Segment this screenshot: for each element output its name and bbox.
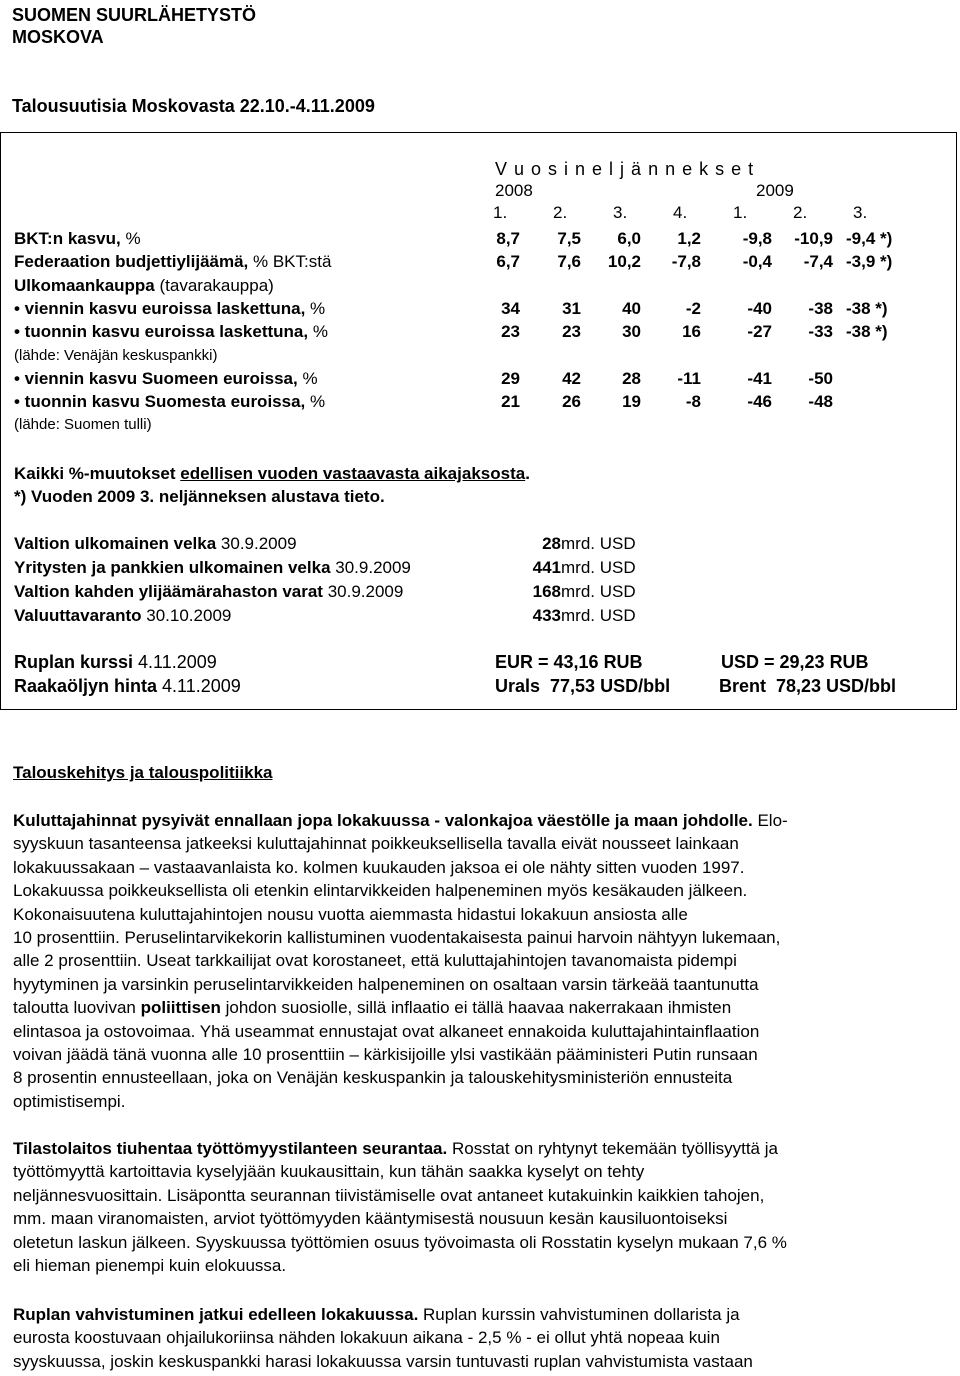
row-label-bold: BKT:n kasvu, (14, 229, 121, 248)
row-label-normal: % BKT:stä (248, 252, 332, 272)
row-value: -7,4 (803, 252, 833, 272)
debt-value-number: 28 (542, 534, 561, 553)
debt-date: 30.9.2009 (330, 558, 411, 577)
debt-label: Valuuttavaranto (14, 606, 142, 625)
rate-value-2: Brent 78,23 USD/bbl (719, 676, 897, 696)
row-label-normal: % (308, 322, 328, 342)
debt-value-unit: mrd. USD (561, 558, 636, 577)
paragraph-line (13, 809, 948, 832)
debt-row (14, 581, 403, 603)
debt-label: Valtion ulkomainen velka (14, 534, 217, 553)
row-value: -7,8 (671, 252, 701, 272)
quarters-title: V u o s i n e l j ä n n e k s e t (495, 159, 755, 179)
row-label-bold: • viennin kasvu euroissa laskettuna, (14, 298, 306, 318)
table-row (14, 368, 318, 390)
table-row (14, 298, 325, 320)
row-label-bold: • tuonnin kasvu Suomesta euroissa, (14, 392, 306, 412)
table-row (14, 228, 141, 250)
paragraph-line (13, 996, 948, 1019)
table-row (14, 251, 331, 273)
debt-date: 30.10.2009 (141, 606, 232, 625)
debt-value-number: 433 (532, 606, 561, 625)
debt-row (14, 557, 411, 579)
quarter-label: 2. (793, 203, 808, 222)
note-preliminary: *) Vuoden 2009 3. neljänneksen alustava tieto. (14, 487, 385, 506)
note-changes-c: . (525, 464, 530, 483)
row-value: 8,7 (496, 229, 520, 248)
paragraph-text: Ruplan kurssin vahvistuminen dollarista ja (418, 1305, 740, 1324)
quarter-label: 1. (733, 203, 748, 222)
row-label-normal: (lähde: Suomen tulli) (14, 416, 152, 434)
paragraph-line (13, 949, 948, 972)
rate-value-2: USD = 29,23 RUB (721, 652, 869, 672)
paragraph-line (13, 1137, 948, 1160)
row-value: -38 *) (846, 298, 888, 318)
quarter-label: 1. (493, 203, 508, 222)
row-value: -10,9 (794, 229, 833, 248)
row-value: -33 (808, 322, 833, 342)
paragraph-text: mm. maan viranomaisten, arviot työttömyyden kääntymisestä nousuun kesän kausiluontoiseksi (13, 1209, 728, 1229)
row-value: 10,2 (607, 252, 641, 272)
paragraph-text: syyskuun tasanteensa jatkeeksi kuluttajahinnat poikkeuksellisella tavalla eivät nousseet lainkaan (13, 834, 739, 854)
paragraph-text: syyskuussa, joskin keskuspankki harasi lokakuussa varsin tuntuvasti ruplan vahvistumista vastaan (13, 1351, 753, 1371)
header-line1: SUOMEN SUURLÄHETYSTÖ (12, 5, 257, 25)
debt-date: 30.9.2009 (216, 534, 297, 553)
paragraph-line (13, 1066, 948, 1089)
rate-value-1: EUR = 43,16 RUB (495, 652, 643, 672)
note-changes-a: Kaikki %-muutokset (14, 464, 181, 483)
row-value: 16 (682, 322, 701, 342)
paragraph-line (13, 879, 948, 902)
table-row (14, 321, 328, 343)
row-label-bold: Ulkomaankauppa (14, 275, 155, 295)
paragraph-text: Kokonaisuutena kuluttajahintojen nousu vuotta aiemmasta hidastui lokakuun ansiosta alle (13, 904, 688, 924)
paragraph-line (13, 1184, 948, 1207)
paragraph-line (13, 1254, 948, 1277)
paragraph-text: lokakuussakaan – vastaavanlaista ko. kolmen kuukauden jaksoa ei ole nähty sitten vuoden 1997. (13, 857, 745, 877)
paragraph-text: optimistisempi. (13, 1091, 126, 1111)
debt-value-unit: mrd. USD (561, 606, 636, 625)
paragraph-3 (13, 1303, 948, 1373)
paragraph-line (13, 903, 948, 926)
row-label-normal: % (305, 392, 326, 412)
quarter-label: 4. (673, 203, 688, 222)
row-value: -9,4 *) (846, 229, 893, 248)
rate-label: Ruplan kurssi (14, 652, 134, 672)
paragraph-2 (13, 1137, 948, 1277)
debt-date: 30.9.2009 (322, 582, 404, 601)
row-value: 34 (501, 298, 520, 318)
paragraph-1 (13, 809, 948, 1113)
row-label-normal: (lähde: Venäjän keskuspankki) (14, 346, 218, 364)
row-value: 6,7 (496, 252, 520, 272)
row-value: 19 (622, 392, 641, 412)
paragraph-line (13, 1160, 948, 1183)
row-value: 28 (622, 368, 641, 388)
paragraph-line (13, 1043, 948, 1066)
row-value: -41 (747, 368, 772, 388)
debt-label: Valtion kahden ylijäämärahaston varat (14, 582, 323, 601)
row-value: -46 (747, 392, 772, 412)
row-value: 23 (562, 322, 581, 342)
quarter-label: 3. (853, 203, 868, 222)
paragraph-lead: Ruplan vahvistuminen jatkui edelleen lokakuussa. (13, 1305, 419, 1324)
table-row (14, 391, 325, 413)
row-value: -38 (808, 298, 833, 318)
row-value: 21 (501, 392, 520, 412)
row-value: -2 (685, 298, 701, 318)
paragraph-text: 10 prosenttiin. Peruselintarvikekorin kallistuminen vuodentakaisesta painui harvoin nähtyyn lukemaan, (13, 928, 781, 948)
paragraph-line (13, 1020, 948, 1043)
row-label-bold: Federaation budjettiylijäämä, (14, 252, 249, 272)
row-label-normal: % (297, 368, 318, 388)
paragraph-line (13, 1231, 948, 1254)
paragraph-line (13, 1350, 948, 1373)
paragraph-line (13, 926, 948, 949)
paragraph-line (13, 832, 948, 855)
debt-row (14, 605, 231, 627)
row-value: 30 (622, 322, 641, 342)
debt-value (471, 533, 561, 555)
row-value: 31 (562, 298, 581, 318)
debt-value-unit: mrd. USD (561, 534, 636, 553)
table-row (14, 345, 217, 367)
paragraph-text: elintasoa ja ostovoimaa. Yhä useammat ennustajat ovat alkaneet ennakoida kuluttajahintainflaation (13, 1021, 760, 1041)
quarter-label: 2. (553, 203, 568, 222)
paragraph-lead: Tilastolaitos tiuhentaa työttömyystilanteen seurantaa. (13, 1139, 448, 1158)
embassy-name (12, 4, 256, 48)
row-label-normal: (tavarakauppa) (154, 275, 274, 295)
rate-row (14, 651, 217, 673)
debt-value-number: 441 (532, 558, 561, 577)
year-2009: 2009 (756, 181, 794, 200)
paragraph-text: työttömyyttä kartoittavia kyselyjään kuukausittain, kun tähän saakka kyselyt on tehty (13, 1162, 645, 1182)
paragraph-text: taloutta luovivan (13, 998, 141, 1018)
paragraph-text: alle 2 prosenttiin. Useat tarkkailijat ovat korostaneet, että kuluttajahintojen tavanomaista pidempi (13, 951, 737, 971)
rate-date: 4.11.2009 (133, 652, 217, 672)
paragraph-text: Rosstat on ryhtynyt tekemään työllisyyttä ja (447, 1139, 778, 1158)
row-value: 1,2 (677, 229, 701, 248)
rate-value-1: Urals 77,53 USD/bbl (495, 676, 671, 696)
header-line2: MOSKOVA (12, 27, 104, 47)
quarter-label: 3. (613, 203, 628, 222)
paragraph-text: johdon suosiolle, sillä inflaatio ei tällä haavaa nakerrakaan ihmisten (220, 998, 732, 1018)
row-value: -38 *) (846, 322, 888, 342)
paragraph-text: eurosta koostuvaan ohjailukoriinsa nähden lokakuun aikana - 2,5 % - ei ollut yhtä nopeaa kuin (13, 1328, 720, 1348)
debt-value-number: 168 (532, 582, 561, 601)
row-value: 29 (501, 368, 520, 388)
year-2008: 2008 (495, 181, 533, 200)
paragraph-line (13, 1207, 948, 1230)
page-title: Talousuutisia Moskovasta 22.10.-4.11.2009 (12, 96, 375, 116)
row-value: -9,8 (742, 229, 772, 248)
row-value: -0,4 (742, 252, 772, 272)
paragraph-line (13, 1090, 948, 1113)
paragraph-line (13, 1303, 948, 1326)
row-value: 7,5 (557, 229, 581, 248)
row-value: 40 (622, 298, 641, 318)
paragraph-text: oletetun laskun jälkeen. Syyskuussa työttömien osuus työvoimasta oli Rosstatin kyselyn mukaan 7,6 % (13, 1232, 787, 1252)
row-label-normal: % (305, 298, 326, 318)
debt-value (471, 605, 561, 627)
debt-value (471, 557, 561, 579)
row-value: -11 (677, 368, 701, 388)
row-value: -48 (808, 392, 833, 412)
row-value: 26 (562, 392, 581, 412)
row-value: -3,9 *) (846, 252, 893, 272)
paragraph-text: voivan jäädä tänä vuonna alle 10 prosenttiin – kärkisijoille ylsi vastikään pääministeri Putin runsaan (13, 1045, 758, 1065)
paragraph-text: Lokakuussa poikkeuksellista oli etenkin elintarvikkeiden halpeneminen myös kesäkauden jälkeen. (13, 881, 748, 901)
note-changes (14, 464, 530, 484)
debt-label: Yritysten ja pankkien ulkomainen velka (14, 558, 331, 577)
row-label-bold: • viennin kasvu Suomeen euroissa, (14, 368, 298, 388)
summary-box (0, 132, 957, 710)
paragraph-text: 8 prosentin ennusteellaan, joka on Venäjän keskuspankin ja talouskehitysministeriön ennusteita (13, 1068, 733, 1088)
row-value: 7,6 (557, 252, 581, 272)
paragraph-line (13, 973, 948, 996)
rate-label: Raakaöljyn hinta (14, 676, 158, 696)
row-label-normal: % (120, 229, 141, 248)
debt-row (14, 533, 297, 555)
paragraph-line (13, 1326, 948, 1349)
table-row (14, 414, 152, 436)
row-value: 23 (501, 322, 520, 342)
debt-value (471, 581, 561, 603)
row-value: -27 (747, 322, 772, 342)
row-value: -50 (808, 368, 833, 388)
debt-value-unit: mrd. USD (561, 582, 636, 601)
paragraph-bold-word: poliittisen (140, 998, 221, 1018)
paragraph-text: Elo- (752, 811, 788, 830)
section-title: Talouskehitys ja talouspolitiikka (13, 763, 273, 782)
rate-row (14, 675, 241, 697)
paragraph-text: neljännesvuosittain. Lisäpontta seurannan tiivistämiselle ovat antaneet kutakuinkin kaikkien tahojen, (13, 1185, 765, 1205)
note-changes-b: edellisen vuoden vastaavasta aikajaksosta (180, 464, 526, 483)
row-label-bold: • tuonnin kasvu euroissa laskettuna, (14, 322, 309, 342)
row-value: -8 (685, 392, 701, 412)
paragraph-text: hyytyminen ja varsinkin peruselintarvikkeiden halpeneminen on osaltaan varsin tärkeää taantunutta (13, 974, 759, 994)
row-value: 6,0 (617, 229, 641, 248)
rate-date: 4.11.2009 (157, 676, 241, 696)
paragraph-line (13, 856, 948, 879)
table-row (14, 275, 274, 297)
paragraph-lead: Kuluttajahinnat pysyivät ennallaan jopa lokakuussa - valonkajoa väestölle ja maan johdolle. (13, 811, 753, 830)
paragraph-text: eli hieman pienempi kuin elokuussa. (13, 1256, 287, 1276)
row-value: 42 (562, 368, 581, 388)
row-value: -40 (747, 298, 772, 318)
